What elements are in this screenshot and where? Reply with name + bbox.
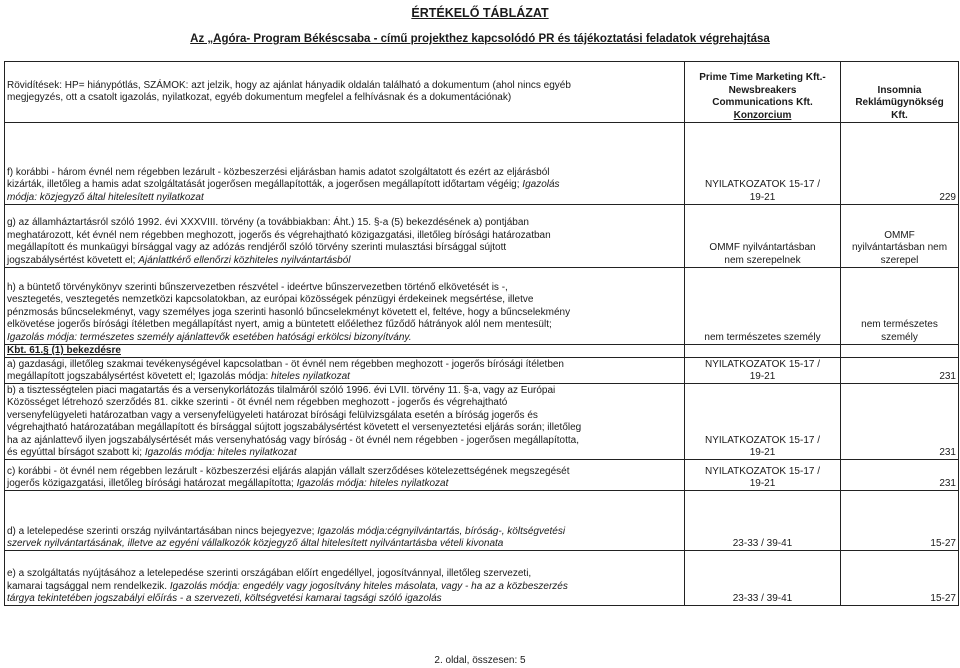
criterion-text: módja: közjegyző által hitelesített nyilatkozat <box>7 191 204 203</box>
bidder-2-value: 15-27 <box>841 491 959 551</box>
criterion-d <box>5 491 685 551</box>
criterion-a <box>5 358 685 384</box>
value-text: OMMF <box>884 229 915 241</box>
table-row <box>5 384 959 460</box>
bidder-2-value: 231 <box>841 358 959 384</box>
bidder-2-value: 229 <box>841 123 959 205</box>
criterion-text: kizárták, illetőleg a hamis adat szolgáltatását jogerősen megállapították, a jogerősen megállapított időtartam végéig; <box>7 179 520 191</box>
bidder-2-value: 231 <box>841 384 959 460</box>
bidder-2-header <box>841 62 959 123</box>
value-text: nem természetes <box>861 319 938 331</box>
table-row <box>5 358 959 384</box>
criterion-text: tárgya tekintetében jogszabályi előírás - a szervezeti, költségvetési kamarai tagsági szóló igazolás <box>7 593 442 604</box>
criterion-text: h) a büntető törvénykönyv szerinti bűnszervezetben részvétel - ideértve bűnszervezetben történő elkövetését is -, <box>7 281 508 293</box>
criterion-text: jogerős közigazgatási, illetőleg bírósági határozat megállapította; <box>7 478 294 489</box>
criterion-text: c) korábbi - öt évnél nem régebben lezárult - közbeszerzési eljárás alapján vállalt szerződéses kötelezettségének megszegését <box>7 465 570 477</box>
bidder-1-header <box>685 62 841 123</box>
bidder-1-value <box>685 123 841 205</box>
table-row <box>5 491 959 551</box>
value-text: nem szerepelnek <box>724 254 801 266</box>
value-text: személy <box>881 331 918 343</box>
table-row <box>5 268 959 345</box>
criterion-text: hiteles nyilatkozat <box>271 371 350 382</box>
criterion-text: Igazolás módja:cégnyilvántartás, bíróság-, költségvetési <box>317 525 566 537</box>
criterion-g <box>5 205 685 268</box>
table-row <box>5 551 959 606</box>
criterion-text: megállapított és munkaügyi bírsággal vagy az adózás rendjéről szóló törvény szerinti mulasztási bírsággal sújtott <box>7 242 507 254</box>
criterion-text: b) a tisztességtelen piaci magatartás és a versenykorlátozás tilalmáról szóló 1996. évi LVII. törvény 11. §-a, vagy az Európai <box>7 384 556 396</box>
criterion-text: jogszabálysértést követett el; <box>7 254 136 266</box>
criterion-text: a) gazdasági, illetőleg szakmai tevékenységével kapcsolatban - öt évnél nem régebben meghozott - jogerős bírósági ítéletben <box>7 358 564 370</box>
value-text: 19-21 <box>749 478 776 489</box>
criterion-text: Igazolás módja: természetes személy ajánlattevők esetében hatósági erkölcsi bizonyítvány. <box>7 331 412 343</box>
header-row <box>5 62 959 123</box>
bidder-1-value <box>685 460 841 491</box>
value-text: NYILATKOZATOK 15-17 / <box>704 434 821 446</box>
bidder-1-value: nem természetes személy <box>685 268 841 345</box>
criterion-text: Közösséget létrehozó szerződés 81. cikke szerinti - öt évnél nem régebben meghozott - jogerős és végrehajtható <box>7 397 508 409</box>
kbt-section-label: Kbt. 61.§ (1) bekezdésre <box>5 345 685 358</box>
criterion-b <box>5 384 685 460</box>
page-footer: 2. oldal, összesen: 5 <box>434 655 526 666</box>
criterion-text: kamarai tagsággal nem rendelkezik. <box>7 580 168 592</box>
value-text: NYILATKOZATOK 15-17 / <box>704 358 821 370</box>
abbreviations-line: Rövidítések: HP= hiánypótlás, SZÁMOK: azt jelzik, hogy az ajánlat hányadik oldalán található a dokumentum (ahol nincs egyéb <box>7 79 571 91</box>
criterion-text: Igazolás módja: hiteles nyilatkozat <box>144 447 297 458</box>
criterion-text: e) a szolgáltatás nyújtásához a letelepedése szerinti országában előírt engedéllyel, jogosítvánnyal, illetőleg szervezeti, <box>7 568 532 580</box>
criterion-text: versenyfelügyeleti határozatban vagy a versenyfelügyeleti határozat bírósági felülvizsgálata esetén a bíróság jogerős és <box>7 409 538 421</box>
document-subtitle: Az „Agóra- Program Békéscsaba - című projekthez kapcsolódó PR és tájékoztatási feladatok végrehajtása <box>190 33 770 45</box>
criterion-e <box>5 551 685 606</box>
value-text: NYILATKOZATOK 15-17 / <box>704 179 821 191</box>
bidder-2-value: 231 <box>841 460 959 491</box>
table-row <box>5 123 959 205</box>
table-row <box>5 460 959 491</box>
criterion-text: Ajánlattkérő ellenőrzi közhiteles nyilvántartásból <box>138 254 351 266</box>
abbreviations-line: megjegyzés, ott a csatolt igazolás, nyilatkozat, egyéb dokumentum megfelel a felhívásnak és a dokumentációnak) <box>7 92 512 103</box>
bidder-1-value <box>685 205 841 268</box>
bidder-2-value <box>841 205 959 268</box>
empty-cell <box>685 345 841 358</box>
bidder-2-value <box>841 268 959 345</box>
criterion-text: Igazolás módja: hiteles nyilatkozat <box>296 478 449 489</box>
criterion-text: megállapított jogszabálysértést követett el; Igazolás módja: <box>7 371 269 382</box>
evaluation-table <box>4 61 959 606</box>
criterion-text: d) a letelepedése szerinti ország nyilvántartásában nincs bejegyezve; <box>7 525 315 537</box>
bidder-1-name: Konzorcium <box>733 109 792 121</box>
bidder-2-name: Insomnia <box>877 84 922 96</box>
bidder-1-value <box>685 384 841 460</box>
value-text: nyilvántartásban nem <box>851 242 948 254</box>
criterion-h <box>5 268 685 345</box>
value-text: 19-21 <box>749 447 776 458</box>
criterion-text: szervek nyilvántartásának, illetve az egyéni vállalkozók közjegyző által hitelesített nyilvántartásba vételi kivonata <box>7 538 504 549</box>
criterion-text: ha az ajánlattevő ilyen jogszabálysértését más versenyhatóság vagy bíróság - öt évnél nem régebben - jogerősen megállapította, <box>7 434 580 446</box>
criterion-text: pénzmosás bűncselekményt, vagy személyes joga szerinti hasonló bűncselekményt követett el, feltéve, hogy a bűncselekmény <box>7 306 571 318</box>
bidder-1-value: 23-33 / 39-41 <box>685 551 841 606</box>
criterion-text: végrehajtható határozatában megállapított és bírsággal sújtott jogszabálysértést követett el versenyeztetési eljárás során; illetőleg <box>7 422 582 434</box>
value-text: 19-21 <box>749 191 776 203</box>
value-text: szerepel <box>880 254 919 266</box>
criterion-text: Igazolás <box>522 179 560 191</box>
criterion-text: és egyúttal bírságot szabott ki; <box>7 447 143 458</box>
table-row <box>5 345 959 358</box>
value-text: 19-21 <box>749 371 776 382</box>
criterion-text: f) korábbi - három évnél nem régebben lezárult - közbeszerzési eljárásban hamis adatot szolgáltatott és ezért az eljárásból <box>7 166 550 178</box>
criterion-text: Igazolás módja: engedély vagy jogosítvány hiteles másolata, vagy - ha az a közbeszerzés <box>169 580 568 592</box>
bidder-2-name: Reklámügynökség <box>855 97 944 109</box>
value-text: OMMF nyilvántartásban <box>709 242 816 254</box>
criterion-c <box>5 460 685 491</box>
bidder-1-name: Communications Kft. <box>712 97 813 109</box>
bidder-1-name: Newsbreakers <box>728 84 797 96</box>
bidder-2-value: 15-27 <box>841 551 959 606</box>
criterion-text: meghatározott, két évnél nem régebben meghozott, jogerős és végrehajtható közigazgatási, illetőleg bírósági határozatban <box>7 229 551 241</box>
criterion-text: vesztegetés, vesztegetés nemzetközi kapcsolatokban, az európai közösségek pénzügyi érdekeinek megsértése, illetve <box>7 294 534 306</box>
empty-cell <box>841 345 959 358</box>
table-row <box>5 205 959 268</box>
bidder-2-name: Kft. <box>891 109 908 121</box>
bidder-1-name: Prime Time Marketing Kft.- <box>699 72 826 84</box>
criterion-text: g) az államháztartásról szóló 1992. évi XXXVIII. törvény (a továbbiakban: Áht.) 15. §-a (5) bekezdésének a) pontjában <box>7 217 529 229</box>
document-title: ÉRTÉKELŐ TÁBLÁZAT <box>411 6 549 20</box>
bidder-1-value: 23-33 / 39-41 <box>685 491 841 551</box>
abbreviations-cell <box>5 62 685 123</box>
criterion-text: elkövetése jogerős bírósági ítéletben megállapítást nyert, amig a büntetett előélethez fűződő hátrányok alól nem mentesült; <box>7 319 552 331</box>
value-text: NYILATKOZATOK 15-17 / <box>704 465 821 477</box>
bidder-1-value <box>685 358 841 384</box>
criterion-f <box>5 123 685 205</box>
